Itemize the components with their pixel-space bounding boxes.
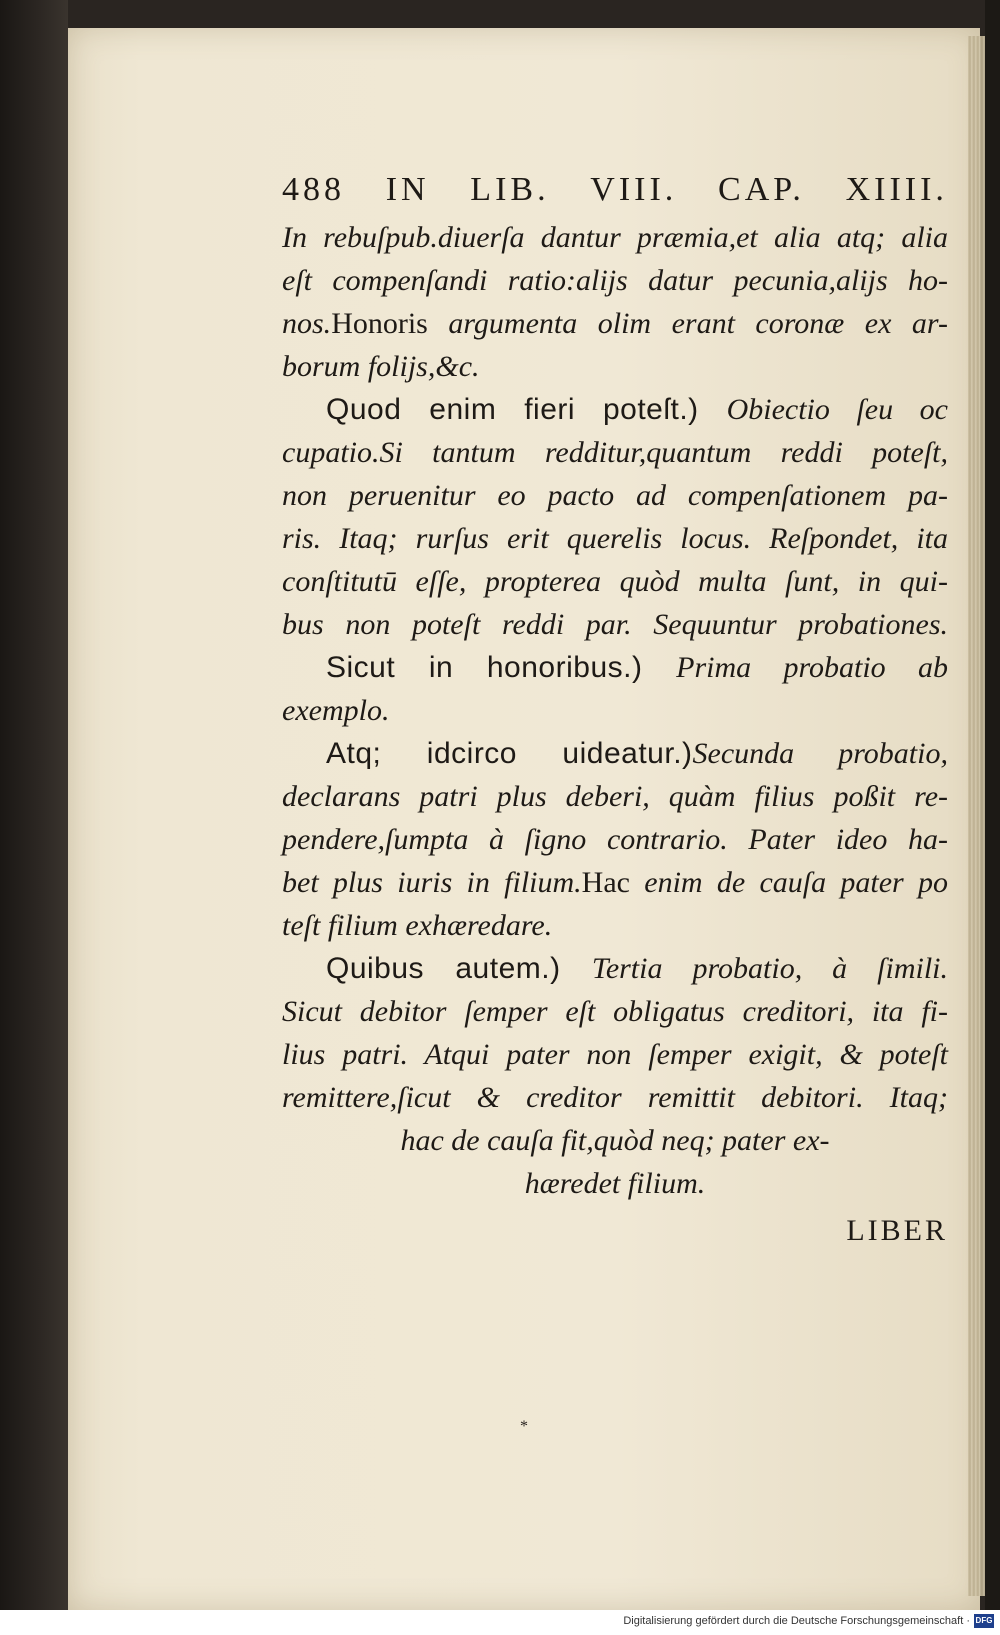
running-head — [282, 170, 948, 210]
book-cover-edge — [985, 0, 1000, 1610]
text-line: remittere,ſicut & creditor remittit debitori. Itaq; — [282, 1081, 948, 1114]
text-line-with-lemma: Quod enim fieri poteſt.) Obiectio ſeu oc — [326, 393, 948, 426]
text-line: lius patri. Atqui pater non ſemper exigit, & poteſt — [282, 1038, 948, 1071]
running-head-book: VIII. — [590, 171, 678, 208]
text-line-with-lemma: Sicut in honoribus.) Prima probatio ab — [326, 651, 949, 684]
lemma: Atq; idcirco uideatur.) — [326, 737, 693, 770]
text-line: eſt compenſandi ratio:alijs datur pecunia,alijs ho- — [282, 264, 948, 297]
text-line: bus non poteſt reddi par. Sequuntur probationes. — [282, 608, 948, 641]
text-line: conſtitutū eſſe, propterea quòd multa ſunt, in qui- — [282, 565, 948, 598]
running-head-liber: LIB. — [470, 171, 550, 208]
text-line: non peruenitur eo pacto ad compenſationem pa- — [282, 479, 948, 512]
dfg-logo: DFG — [974, 1614, 994, 1628]
page-number: 488 — [282, 171, 345, 208]
text-line: ris. Itaq; rurſus erit querelis locus. Reſpondet, ita — [282, 522, 948, 555]
text-line: teſt filium exhæredare. — [282, 909, 553, 942]
running-head-in: IN — [385, 171, 430, 208]
lemma: Quod enim fieri poteſt.) — [326, 393, 727, 426]
text-line-with-lemma: Atq; idcirco uideatur.)Secunda probatio, — [326, 737, 948, 770]
funding-credit: Digitalisierung gefördert durch die Deutsche Forschungsgemeinschaft · — [623, 1615, 970, 1627]
text-line: pendere,ſumpta à ſigno contrario. Pater ideo ha- — [282, 823, 948, 856]
text-line: In rebuſpub.diuerſa dantur præmia,et alia atq; alia — [282, 221, 948, 254]
catchword: LIBER — [846, 1214, 948, 1247]
text-line: hac de cauſa fit,quòd neq; pater ex- — [400, 1124, 830, 1157]
text-line: borum folijs,&c. — [282, 350, 480, 383]
text-line: exemplo. — [282, 694, 390, 727]
text-line-with-lemma: Quibus autem.) Tertia probatio, à ſimili. — [326, 952, 948, 985]
lemma: Sicut in honoribus.) — [326, 651, 677, 684]
running-head-chapter: XIIII. — [845, 171, 948, 208]
text-line: hæredet filium. — [524, 1167, 706, 1200]
text-line: nos.Honoris argumenta olim erant coronæ ex ar- — [282, 307, 948, 340]
lemma: Quibus autem.) — [326, 952, 592, 985]
signature-mark: * — [520, 1418, 528, 1435]
text-line: Sicut debitor ſemper eſt obligatus creditori, ita fi- — [282, 995, 948, 1028]
text-line: declarans patri plus deberi, quàm filius poßit re- — [282, 780, 948, 813]
book-spine-edge — [0, 0, 68, 1610]
text-line: bet plus iuris in filium.Hac enim de cauſa pater po — [282, 866, 948, 899]
text-line: cupatio.Si tantum redditur,quantum reddi poteſt, — [282, 436, 948, 469]
text-block — [282, 170, 948, 1252]
running-head-cap: CAP. — [718, 171, 805, 208]
